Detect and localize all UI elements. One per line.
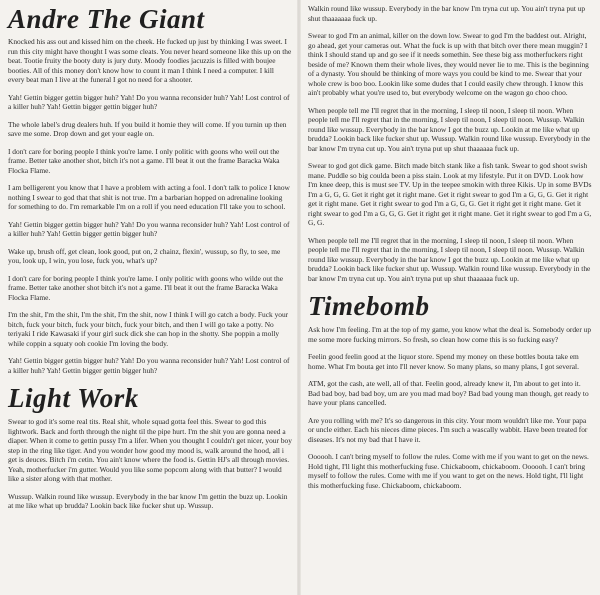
lyric-paragraph: I don't care for boring people I think you're lame. I only politic with goons who weil out the frame. Better take another shot, bitch it's not a game. I'll beat it out the frame Baracka Waka Flocka Flame. bbox=[8, 146, 280, 175]
booklet-spine bbox=[297, 0, 301, 595]
lyric-paragraph: Feelin good feelin good at the liquor store. Spend my money on these bottles bouta take em home. What I'm bouta get into I'll never know. So many plans, so many plans, I got several. bbox=[308, 352, 579, 371]
lyric-paragraph: Wussup. Walkin round like wussup. Everybody in the bar know I'm gettin the buzz up. Lookin at me like what up brudda? Lookin back like fucker shut up. Wussup. bbox=[8, 491, 288, 510]
lyric-paragraph: When people tell me I'll regret that in the morning, I sleep til noon, I sleep til noon. When people tell me I'll regret that in the morning, I sleep til noon, I sleep til noon. Wussup. Walkin round like wussup. Everybody in the bar know I got the buzz up. Lookin at me like what up brudda? Lookin back like fucker shut up. Wussup. Walkin round like wussup. Everybody in the bar know I'm tryna cut up. You ain't tryna put up shut thaaaaaa fuck up. bbox=[308, 235, 591, 283]
lyric-paragraph: I am belligerent you know that I have a problem with acting a fool. I don't talk to police I know nothing I swear to god that that shit is not true. I'm a barbarian hopped on adrenaline looking for something to do. I'm remarkable I'm on a roll if you need education I'll take you to school. bbox=[8, 183, 290, 211]
right-page bbox=[308, 4, 592, 498]
lyric-paragraph: I'm the shit, I'm the shit, I'm the shit, I'm the shit, now I think I will go catch a body. Fuck your bitch, fuck your bitch, fuck your bitch, fuck your bitch, and then I will go take a potty. No teriyaki I ride Kawasaki if your girl suck dick she can hop in the shotty. She poppin a molly while coppin a squaty ooh cookie I'm loving the body. bbox=[8, 310, 289, 348]
lyric-paragraph: Yah! Gettin bigger gettin bigger huh? Yah! Do you wanna reconsider huh? Yah! Lost control of a killer huh? Yah! Gettin bigger gettin bigger huh? bbox=[8, 219, 290, 238]
lyric-paragraph: Ask how I'm feeling. I'm at the top of my game, you know what the deal is. Somebody order up me some more fucking mirrors. So fresh, so clean how come this is so fucking easy? bbox=[308, 325, 592, 344]
lyric-paragraph: Swear to god got dick game. Bitch made bitch stank like a fish tank. Swear to god shoot swish mane. Puddle so big coulda been a piss stain. Look at my lifestyle. Put it on DVD. Look how I'm knee deep, this is must see TV. Up in the teepee smokin with three Kikis. Up in some BVDs I'm a G, G, G. Get it right get it right mane. Get it right swear to god I'm a G, G, G. Get it right get it right mane. Get it right swear to god I'm a G, G, G. Get it right get it right mane. Get it right swear to god I'm a G, G, G. Get it right get it right mane. Get it right swear to god I'm a G, G, G. bbox=[308, 161, 592, 227]
lyric-paragraph: ATM, got the cash, ate well, all of that. Feelin good, already knew it, I'm about to get into it. Bad bad boy, bad bad boy, um are you mad mad boy? Bad bad young man though, get ready to have your plans cancelled. bbox=[308, 379, 589, 407]
song-title-andre-the-giant: Andre The Giant bbox=[8, 4, 205, 34]
lyric-paragraph: When people tell me I'll regret that in the morning, I sleep til noon, I sleep til noon. When people tell me I'll regret that in the morning, I sleep til noon, I sleep til noon. Wussup. Walkin round like wussup. Everybody in the bar know I got the buzz up. Lookin at me like what up brudda? Lookin back like fucker shut up. Wussup. Walkin round like wussup. Everybody in the bar know I'm tryna cut up. You ain't tryna put up shut thaaaaaa fuck up. bbox=[308, 105, 591, 153]
lyric-paragraph: Wake up, brush off, get clean, look good, put on, 2 chainz, flexin', wussup, so fly, to see, me you, look up, I win, you lose, fuck you, what's up? bbox=[8, 246, 281, 265]
song-title-light-work: Light Work bbox=[8, 383, 139, 413]
lyric-paragraph: Yah! Gettin bigger gettin bigger huh? Yah! Do you wanna reconsider huh? Yah! Lost control of a killer huh? Yah! Gettin bigger gettin bigger huh? bbox=[8, 92, 290, 111]
lyric-paragraph: Oooooh. I can't bring myself to follow the rules. Come with me if you want to get on the news. Hold tight, I'll light this motherfucking fuse. Chickaboom, chickaboom. Oooooh. I can't bring myself to follow the rules. Come with me if you want to get on the news. Hold tight, I'll light this motherfucking fuse. Chickaboom, chickaboom. bbox=[308, 452, 589, 490]
song-title-timebomb: Timebomb bbox=[308, 291, 430, 321]
lyric-paragraph: Are you rolling with me? It's so dangerous in this city. Your mom wouldn't like me. Your papa or uncle either. Each his nieces dime pieces. I'm such a wascally wabbit. Have been treated for diseases. It's not my bad that I have it. bbox=[308, 415, 588, 444]
lyric-paragraph: Swear to god I'm an animal, killer on the down low. Swear to god I'm the baddest out. Alright, go ahead, get your cameras out. What the fuck is up with that bitch over there mean muggin? I think I should stand up and go see if it needs somethin. See these big ass motherfuckers right beside of me? Known them their whole lives, they would never lie to me. This is the beginning of a dynasty. You should be thinking of more ways you could be kind to me. Swear that your whole crew is boo boo. Lookin like some dudes that I could easily chew through. I know this ain't probably what you're used to, but everybody welcome on the wagon go choo choo. bbox=[308, 31, 589, 97]
lyric-paragraph: Walkin round like wussup. Everybody in the bar know I'm tryna cut up. You ain't tryna put up shut thaaaaaaa fuck up. bbox=[308, 4, 586, 23]
lyric-paragraph: I don't care for boring people I think you're lame. I only politic with goons who wilde out the frame. Better take another shot bitch it's not a game. I'll beat it out the frame Baracka Waka Flocka Flame. bbox=[8, 273, 284, 302]
lyric-paragraph: The whole label's drug dealers huh. If you build it homie they will come. If you turnin up then save me some. Drop down and get your eagle on. bbox=[8, 119, 287, 138]
lyric-paragraph: Yah! Gettin bigger gettin bigger huh? Yah! Do you wanna reconsider huh? Yah! Lost control of a killer huh? Yah! Gettin bigger gettin bigger huh? bbox=[8, 356, 290, 375]
lyric-paragraph: Knocked his ass out and kissed him on the cheek. He fucked up just by thinking I was sweet. I run this city might have thought I was some cleats. You never heard someone like this up on the beat. Tootie fruity the booty duty is jury duty. Moody foodies jacuzzis is filled with boujee booties. All of this money don't know how to count it man I think I need a computer. I kill every beat man I live at the funeral I got no need for a shooter. bbox=[8, 37, 292, 84]
lyric-paragraph: Swear to god it's some real tits. Real shit, whole squad gotta feel this. Swear to god this lightwork. Back and forth through the night til the pipe hurt. I'm the shit you are gonna need a diaper. When it come to gettin pussy I'm a lifer. When you thought I couldn't get nicer, your boy step in the ring like tiger. And you wonder how good my mood is, walk around the hood, all i get is deuces. Bitch i'm cetin. You ain't know where the food is. Gettin HJ's all through movies. Yeah, motherfucker i'm gutter. Would you like some popcorn along with that butter? I would like a sister along with that mother. bbox=[8, 417, 292, 483]
left-page bbox=[8, 4, 292, 519]
